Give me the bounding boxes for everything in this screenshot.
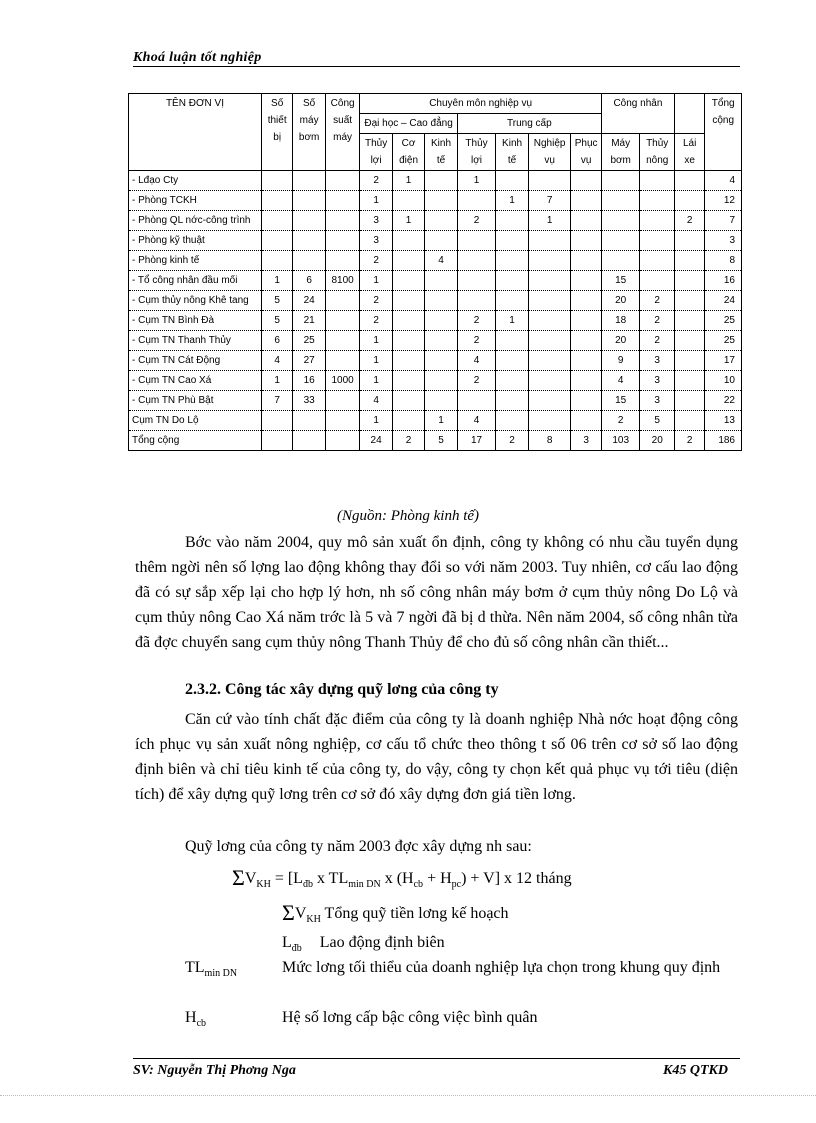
table-cell: [457, 251, 496, 271]
th-cong-nhan: Công nhân: [601, 94, 674, 134]
formula-db: đb: [302, 879, 313, 891]
table-cell: 3: [360, 231, 392, 251]
table-cell: 1: [496, 311, 528, 331]
table-cell: [674, 371, 704, 391]
table-cell: [640, 231, 675, 251]
table-cell: 2: [457, 371, 496, 391]
th-empty: [674, 94, 704, 134]
table-cell: [392, 331, 424, 351]
table-row: [129, 311, 742, 331]
table-cell: [293, 411, 325, 431]
table-cell: [496, 411, 528, 431]
table-cell: [457, 191, 496, 211]
table-cell: [425, 331, 457, 351]
table-cell: [674, 171, 704, 191]
table-cell: [571, 271, 601, 291]
table-cell: [392, 371, 424, 391]
table-cell: [457, 391, 496, 411]
def-h: H: [185, 1009, 197, 1026]
table-cell: 24: [705, 291, 742, 311]
table-row: [129, 351, 742, 371]
row-unit-name: - Cụm TN Cao Xá: [129, 371, 262, 391]
row-unit-name: Tổng cộng: [129, 431, 262, 451]
table-cell: 2: [457, 311, 496, 331]
def-vkh-text: Tổng quỹ tiền lơng kế hoạch: [320, 905, 509, 922]
table-cell: 1: [261, 371, 292, 391]
table-cell: 2: [496, 431, 528, 451]
table-cell: 24: [293, 291, 325, 311]
table-row: [129, 411, 742, 431]
table-cell: [674, 271, 704, 291]
salary-formula: [232, 865, 572, 891]
table-cell: 2: [360, 291, 392, 311]
table-cell: [640, 191, 675, 211]
table-cell: [261, 171, 292, 191]
table-cell: [528, 291, 571, 311]
th-dai-hoc: Đại học – Cao đẳng: [360, 114, 457, 134]
table-cell: [528, 411, 571, 431]
table-cell: [640, 271, 675, 291]
th-so-thiet-bi: Số thiết bị: [261, 94, 292, 171]
table-cell: 3: [705, 231, 742, 251]
table-cell: 25: [293, 331, 325, 351]
table-cell: [457, 231, 496, 251]
table-cell: [325, 411, 360, 431]
def-cb: cb: [196, 1018, 207, 1030]
table-row: [129, 391, 742, 411]
table-cell: 15: [601, 271, 640, 291]
table-cell: [496, 291, 528, 311]
table-cell: 5: [640, 411, 675, 431]
table-cell: [392, 251, 424, 271]
table-cell: [601, 191, 640, 211]
table-cell: 1: [360, 191, 392, 211]
table-cell: [392, 271, 424, 291]
table-cell: [457, 271, 496, 291]
table-cell: [571, 331, 601, 351]
row-unit-name: - Cụm TN Cát Động: [129, 351, 262, 371]
def-hcb-label: [185, 1005, 206, 1036]
table-cell: [425, 351, 457, 371]
row-unit-name: - Cụm TN Phù Bật: [129, 391, 262, 411]
table-cell: 1: [360, 411, 392, 431]
def-mindn: min DN: [204, 968, 238, 980]
row-unit-name: - Phòng QL nớc-công trình: [129, 211, 262, 231]
sigma-symbol: Σ: [232, 865, 245, 890]
table-cell: [261, 411, 292, 431]
page-edge-divider: [0, 1095, 816, 1096]
table-cell: [325, 331, 360, 351]
table-cell: [674, 251, 704, 271]
table-cell: 5: [425, 431, 457, 451]
table-cell: [496, 351, 528, 371]
table-cell: [392, 191, 424, 211]
table-cell: [640, 251, 675, 271]
table-cell: [261, 431, 292, 451]
table-cell: 4: [261, 351, 292, 371]
table-cell: 2: [674, 431, 704, 451]
row-unit-name: - Tổ công nhân đầu mối: [129, 271, 262, 291]
page-footer: [133, 1058, 740, 1078]
table-cell: 7: [705, 211, 742, 231]
table-cell: [425, 311, 457, 331]
th-lai-xe: Lái xe: [674, 134, 704, 171]
table-cell: [325, 431, 360, 451]
table-cell: [457, 291, 496, 311]
th-may-bom: Máy bơm: [601, 134, 640, 171]
table-row: [129, 231, 742, 251]
formula-v: V: [244, 870, 257, 887]
table-cell: 16: [705, 271, 742, 291]
table-cell: [601, 171, 640, 191]
table-cell: 4: [425, 251, 457, 271]
table-cell: 20: [601, 291, 640, 311]
table-cell: [293, 231, 325, 251]
table-cell: 1: [425, 411, 457, 431]
table-cell: [325, 211, 360, 231]
def-db: đb: [291, 943, 302, 955]
table-cell: 5: [261, 311, 292, 331]
table-cell: [571, 371, 601, 391]
table-cell: [293, 171, 325, 191]
formula-end: ) + V] x 12 tháng: [461, 870, 572, 887]
table-cell: 25: [705, 311, 742, 331]
table-cell: [325, 291, 360, 311]
table-cell: [425, 271, 457, 291]
table-row: [129, 371, 742, 391]
table-cell: [261, 251, 292, 271]
table-cell: 25: [705, 331, 742, 351]
table-row: [129, 171, 742, 191]
th-cong-suat: Công suất máy: [325, 94, 360, 171]
th-co-dien: Cơ điện: [392, 134, 424, 171]
table-cell: [392, 231, 424, 251]
table-cell: 1: [528, 211, 571, 231]
table-cell: [496, 211, 528, 231]
def-tl-text: Mức lơng tối thiểu của doanh nghiệp lựa chọn trong khung quy định: [282, 959, 721, 976]
paragraph-1: Bớc vào năm 2004, quy mô sản xuất ổn định, công ty không có nhu cầu tuyển dụng thêm ngời nên số lợng lao động không thay đổi so với năm 2003. Tuy nhiên, cơ cấu lao động đã có sự sắp xếp lại cho hợp lý hơn, nh số công nhân máy bơm ở cụm thủy nông Do Lộ và cụm thủy nông Cao Xá năm trớc là 5 và 7 ngời đã bị d thừa. Nên năm 2004, số công nhân từa đã đợc chuyển sang cụm thủy nông Thanh Thủy để cho đủ số công nhân cần thiết...: [135, 534, 738, 651]
table-cell: 33: [293, 391, 325, 411]
table-cell: [293, 431, 325, 451]
table-cell: 3: [640, 391, 675, 411]
table-cell: [293, 251, 325, 271]
table-cell: [325, 191, 360, 211]
table-cell: [325, 251, 360, 271]
def-ldb-text: Lao động định biên: [319, 934, 445, 951]
table-cell: 2: [392, 431, 424, 451]
table-cell: [528, 171, 571, 191]
row-unit-name: - Phòng kỹ thuật: [129, 231, 262, 251]
def-vkh: [282, 900, 509, 932]
table-cell: 4: [601, 371, 640, 391]
table-row: [129, 191, 742, 211]
table-cell: [674, 291, 704, 311]
paragraph-2: Căn cứ vào tính chất đặc điểm của công ty là doanh nghiệp Nhà nớc hoạt động công ích phục vụ sản xuất nông nghiệp, cơ cấu tổ chức theo thông t số 06 trên cơ sở số lao động định biên và chỉ tiêu kinh tế của công ty, do vậy, công ty chọn kết quả phục vụ tới tiêu (diện tích) để xây dựng quỹ lơng trên cơ sở đó xây dựng đơn giá tiền lơng.: [135, 711, 738, 803]
table-cell: 1: [360, 351, 392, 371]
table-cell: [425, 231, 457, 251]
th-trung-cap: Trung cấp: [457, 114, 601, 134]
table-cell: [528, 271, 571, 291]
table-cell: [392, 351, 424, 371]
th-tong-cong: Tổng cộng: [705, 94, 742, 171]
table-cell: 3: [360, 211, 392, 231]
table-cell: 2: [640, 291, 675, 311]
table-cell: [571, 311, 601, 331]
th-thuy-loi-2: Thủy lợi: [457, 134, 496, 171]
table-cell: [425, 171, 457, 191]
table-cell: [261, 211, 292, 231]
table-cell: [392, 311, 424, 331]
table-cell: [571, 191, 601, 211]
table-cell: [496, 271, 528, 291]
formula-eq: = [L: [270, 870, 303, 887]
table-cell: [528, 351, 571, 371]
table-cell: 1: [360, 371, 392, 391]
table-cell: [425, 291, 457, 311]
table-cell: [496, 251, 528, 271]
table-cell: [528, 331, 571, 351]
formula-plus: + H: [423, 870, 452, 887]
table-cell: 10: [705, 371, 742, 391]
table-cell: [571, 171, 601, 191]
formula-mindn: min DN: [348, 879, 381, 891]
table-cell: 4: [457, 351, 496, 371]
table-cell: 1: [360, 331, 392, 351]
def-kh: KH: [306, 914, 321, 926]
table-cell: 7: [261, 391, 292, 411]
table-cell: 22: [705, 391, 742, 411]
table-cell: [571, 351, 601, 371]
row-unit-name: - Cụm TN Thanh Thủy: [129, 331, 262, 351]
table-cell: 20: [601, 331, 640, 351]
table-cell: [496, 331, 528, 351]
table-cell: 16: [293, 371, 325, 391]
table-cell: [571, 411, 601, 431]
def-tl: TL: [185, 959, 205, 976]
formula-kh: KH: [256, 879, 271, 891]
table-cell: 1000: [325, 371, 360, 391]
th-nghiep-vu: Nghiệp vụ: [528, 134, 571, 171]
table-cell: [601, 251, 640, 271]
table-cell: 2: [674, 211, 704, 231]
row-unit-name: - Cụm TN Bình Đà: [129, 311, 262, 331]
table-cell: 2: [457, 211, 496, 231]
paragraph-3: Quỹ lơng của công ty năm 2003 đợc xây dựng nh sau:: [185, 838, 532, 855]
table-cell: 3: [640, 351, 675, 371]
table-cell: 15: [601, 391, 640, 411]
table-cell: [325, 391, 360, 411]
table-cell: 1: [392, 211, 424, 231]
table-cell: [325, 171, 360, 191]
table-row: [129, 271, 742, 291]
table-cell: [392, 391, 424, 411]
table-cell: [425, 371, 457, 391]
table-cell: 103: [601, 431, 640, 451]
table-cell: 2: [360, 251, 392, 271]
table-cell: 17: [457, 431, 496, 451]
table-cell: [325, 311, 360, 331]
table-row: [129, 211, 742, 231]
table-cell: [674, 231, 704, 251]
table-cell: [674, 331, 704, 351]
row-unit-name: - Lđạo Cty: [129, 171, 262, 191]
table-cell: [496, 391, 528, 411]
th-phuc-vu: Phục vụ: [571, 134, 601, 171]
table-cell: 7: [528, 191, 571, 211]
table-row: [129, 331, 742, 351]
th-kinh-te-2: Kinh tế: [496, 134, 528, 171]
table-cell: 3: [571, 431, 601, 451]
footer-author: SV: Nguyễn Thị Phơng Nga: [133, 1063, 296, 1078]
table-cell: 1: [496, 191, 528, 211]
table-cell: [261, 191, 292, 211]
th-thuy-nong: Thủy nông: [640, 134, 675, 171]
table-cell: 1: [392, 171, 424, 191]
table-cell: 2: [601, 411, 640, 431]
table-cell: 8100: [325, 271, 360, 291]
formula-cb: cb: [413, 879, 424, 891]
section-heading: 2.3.2. Công tác xây dựng quỹ lơng của công ty: [185, 681, 499, 698]
footer-class: K45 QTKD: [663, 1063, 728, 1078]
table-cell: [392, 411, 424, 431]
table-cell: [425, 391, 457, 411]
row-unit-name: - Phòng TCKH: [129, 191, 262, 211]
table-cell: [601, 211, 640, 231]
table-cell: [571, 231, 601, 251]
def-tl-label: [185, 955, 237, 986]
table-cell: 9: [601, 351, 640, 371]
table-cell: 2: [640, 311, 675, 331]
table-cell: [571, 211, 601, 231]
table-cell: 2: [360, 311, 392, 331]
formula-pc: pc: [451, 879, 462, 891]
table-body: [129, 171, 742, 451]
table-cell: 2: [640, 331, 675, 351]
table-cell: 12: [705, 191, 742, 211]
table-row: [129, 431, 742, 451]
row-unit-name: - Phòng kinh tế: [129, 251, 262, 271]
table-cell: [325, 351, 360, 371]
table-cell: [640, 171, 675, 191]
table-cell: [571, 251, 601, 271]
table-source: (Nguồn: Phòng kinh tế): [336, 508, 480, 524]
table-cell: [496, 171, 528, 191]
def-l: L: [282, 934, 292, 951]
table-cell: 186: [705, 431, 742, 451]
formula-x2: x (H: [380, 870, 414, 887]
table-cell: [528, 391, 571, 411]
table-cell: [293, 191, 325, 211]
table-cell: 5: [261, 291, 292, 311]
table-cell: 6: [261, 331, 292, 351]
table-row: [129, 251, 742, 271]
table-cell: 1: [360, 271, 392, 291]
table-cell: 21: [293, 311, 325, 331]
table-cell: 1: [457, 171, 496, 191]
table-row: [129, 291, 742, 311]
table-cell: 4: [705, 171, 742, 191]
table-cell: [293, 211, 325, 231]
table-cell: [674, 351, 704, 371]
table-cell: 6: [293, 271, 325, 291]
table-cell: 4: [457, 411, 496, 431]
table-cell: [496, 231, 528, 251]
table-cell: 27: [293, 351, 325, 371]
table-cell: [528, 371, 571, 391]
row-unit-name: - Cụm thủy nông Khê tang: [129, 291, 262, 311]
sigma-symbol: Σ: [282, 900, 295, 925]
table-cell: [261, 231, 292, 251]
table-cell: 17: [705, 351, 742, 371]
table-cell: [640, 211, 675, 231]
table-cell: 3: [640, 371, 675, 391]
table-cell: [425, 211, 457, 231]
table-cell: [425, 191, 457, 211]
def-hcb-text: Hệ số lơng cấp bậc công việc bình quân: [282, 1009, 538, 1026]
page-header: Khoá luận tốt nghiệp: [133, 50, 740, 67]
table-cell: 8: [528, 431, 571, 451]
th-ten-don-vi: TÊN ĐƠN VỊ: [129, 94, 262, 171]
table-cell: [528, 251, 571, 271]
table-cell: [674, 391, 704, 411]
table-cell: 24: [360, 431, 392, 451]
table-cell: [674, 411, 704, 431]
th-chuyen-mon: Chuyên môn nghiệp vụ: [360, 94, 602, 114]
staff-table: [128, 93, 742, 451]
table-cell: [571, 391, 601, 411]
th-kinh-te: Kinh tế: [425, 134, 457, 171]
th-so-may-bom: Số máy bơm: [293, 94, 325, 171]
row-unit-name: Cụm TN Do Lộ: [129, 411, 262, 431]
table-cell: [496, 371, 528, 391]
table-cell: 8: [705, 251, 742, 271]
table-cell: 1: [261, 271, 292, 291]
table-cell: 4: [360, 391, 392, 411]
table-cell: [392, 291, 424, 311]
th-thuy-loi: Thủy lợi: [360, 134, 392, 171]
table-cell: 13: [705, 411, 742, 431]
table-cell: [571, 291, 601, 311]
table-cell: [325, 231, 360, 251]
table-cell: 2: [360, 171, 392, 191]
table-cell: [674, 191, 704, 211]
table-cell: 20: [640, 431, 675, 451]
table-cell: 2: [457, 331, 496, 351]
table-cell: [528, 311, 571, 331]
def-v: V: [294, 905, 307, 922]
table-cell: [528, 231, 571, 251]
table-cell: 18: [601, 311, 640, 331]
table-cell: [674, 311, 704, 331]
table-cell: [601, 231, 640, 251]
formula-x1: x TL: [312, 870, 349, 887]
